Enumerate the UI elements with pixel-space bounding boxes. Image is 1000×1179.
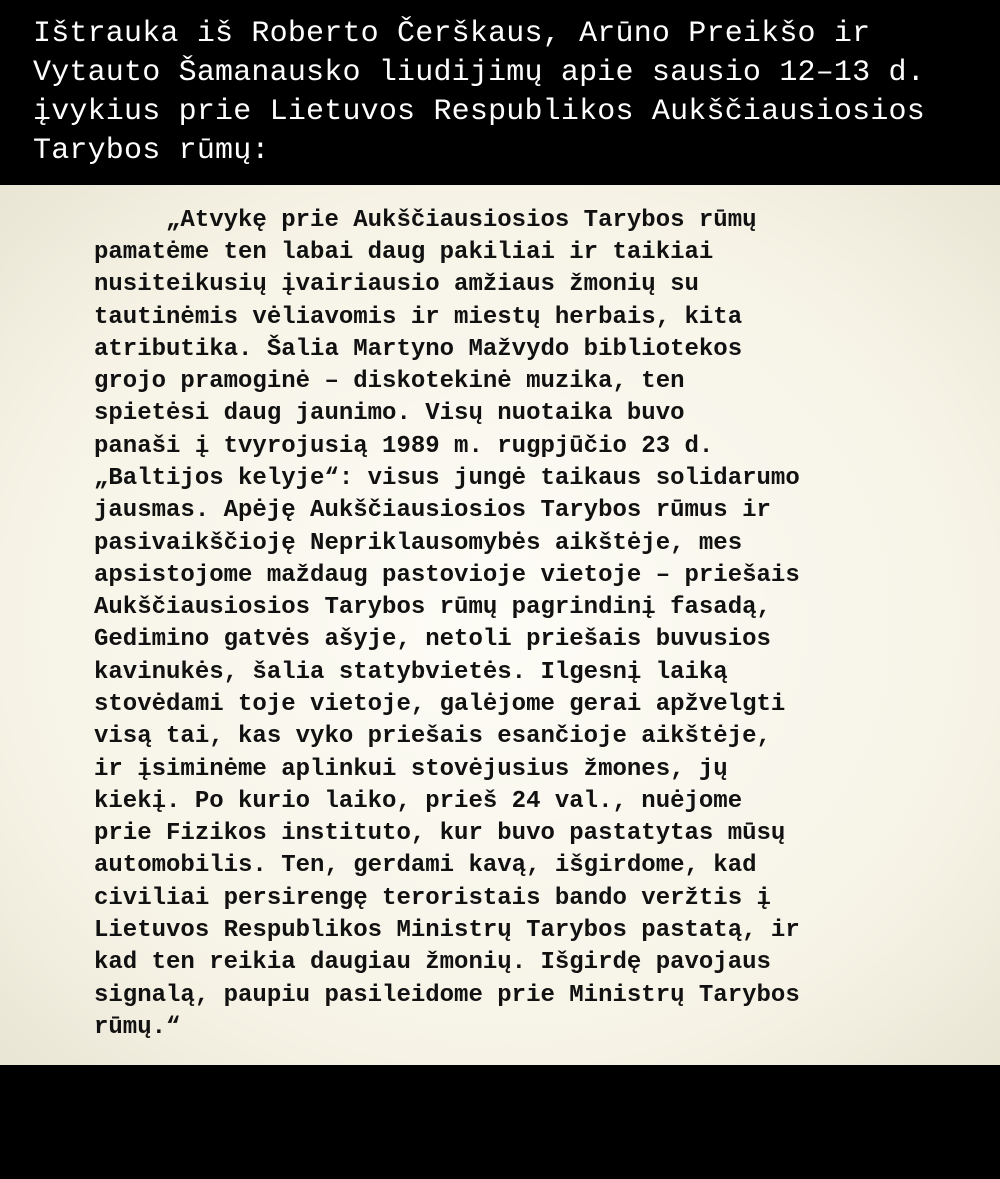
quote-line: prie Fizikos instituto, kur buvo pastatytas mūsų — [94, 820, 786, 847]
quote-line: civiliai persirengę teroristais bando veržtis į — [94, 885, 771, 912]
quote-line: Aukščiausiosios Tarybos rūmų pagrindinį fasadą, — [94, 594, 771, 621]
quote-line: grojo pramoginė – diskotekinė muzika, ten — [94, 368, 685, 395]
quote-line: ir įsiminėme aplinkui stovėjusius žmones, jų — [94, 756, 728, 783]
quote-line: Gedimino gatvės ašyje, netoli priešais buvusios — [94, 626, 771, 653]
caption-line: Ištrauka iš Roberto Čerškaus, Arūno Preikšo ir — [33, 17, 871, 51]
quote-line: jausmas. Apėję Aukščiausiosios Tarybos rūmus ir — [94, 497, 771, 524]
quote-line: kiekį. Po kurio laiko, prieš 24 val., nuėjome — [94, 788, 743, 815]
quote-line: panaši į tvyrojusią 1989 m. rugpjūčio 23 d. — [94, 433, 714, 460]
quote-line: rūmų.“ — [94, 1014, 181, 1041]
quote-line: kavinukės, šalia statybvietės. Ilgesnį laiką — [94, 659, 728, 686]
quote-line: „Baltijos kelyje“: visus jungė taikaus solidarumo — [94, 465, 800, 492]
caption-header — [0, 0, 1000, 185]
quote-line: stovėdami toje vietoje, galėjome gerai apžvelgti — [94, 691, 786, 718]
quote-line: spietėsi daug jaunimo. Visų nuotaika buvo — [94, 400, 685, 427]
caption-line: įvykius prie Lietuvos Respublikos Aukščiausiosios — [33, 95, 925, 129]
quote-line: pamatėme ten labai daug pakiliai ir taikiai — [94, 239, 714, 266]
quote-line: atributika. Šalia Martyno Mažvydo bibliotekos — [94, 336, 743, 363]
quote-line: Lietuvos Respublikos Ministrų Tarybos pastatą, ir — [94, 917, 800, 944]
quote-line: signalą, paupiu pasileidome prie Ministrų Tarybos — [94, 982, 800, 1009]
quote-line: tautinėmis vėliavomis ir miestų herbais, kita — [94, 304, 743, 331]
quote-line: automobilis. Ten, gerdami kavą, išgirdome, kad — [94, 852, 757, 879]
bottom-black-bar — [0, 1065, 1000, 1179]
caption-line: Tarybos rūmų: — [33, 134, 270, 168]
quote-line: visą tai, kas vyko priešais esančioje aikštėje, — [94, 723, 771, 750]
caption-line: Vytauto Šamanausko liudijimų apie sausio 12–13 d. — [33, 56, 925, 90]
quote-line: „Atvykę prie Aukščiausiosios Tarybos rūmų — [94, 207, 757, 234]
quote-line: pasivaikščioję Nepriklausomybės aikštėje, mes — [94, 530, 743, 557]
quote-line: apsistojome maždaug pastovioje vietoje – priešais — [94, 562, 800, 589]
quote-line: nusiteikusių įvairiausio amžiaus žmonių su — [94, 271, 699, 298]
quote-paper — [0, 185, 1000, 1065]
quote-line: kad ten reikia daugiau žmonių. Išgirdę pavojaus — [94, 949, 771, 976]
